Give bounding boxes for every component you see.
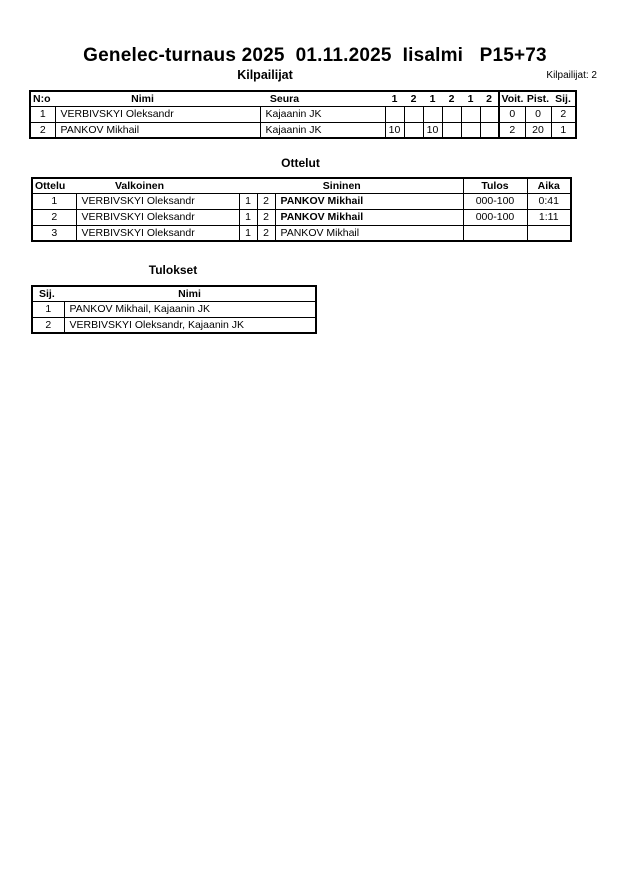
col-header-name xyxy=(55,91,260,106)
col-header-place: Sij. xyxy=(551,91,576,106)
col-header-white xyxy=(76,178,239,193)
col-header-spacer xyxy=(257,178,275,193)
participant-name: PANKOV Mikhail xyxy=(55,122,260,138)
col-header-place: Sij. xyxy=(32,286,64,301)
score-cell xyxy=(480,122,499,138)
col-header-blue-label: Sininen xyxy=(322,179,361,192)
col-header-no: N:o xyxy=(30,91,55,106)
white-competitor-number: 1 xyxy=(239,209,257,225)
result-place: 2 xyxy=(32,317,64,333)
white-competitor-name: VERBIVSKYI Oleksandr xyxy=(76,209,239,225)
col-header-wins: Voit. xyxy=(499,91,525,106)
result-name: PANKOV Mikhail, Kajaanin JK xyxy=(64,301,316,317)
result-name: VERBIVSKYI Oleksandr, Kajaanin JK xyxy=(64,317,316,333)
participant-row xyxy=(30,122,576,138)
match-row xyxy=(32,225,571,241)
place-cell: 1 xyxy=(551,122,576,138)
participant-club: Kajaanin JK xyxy=(260,106,385,122)
place-cell: 2 xyxy=(551,106,576,122)
score-cell xyxy=(480,106,499,122)
participant-number: 2 xyxy=(30,122,55,138)
col-header-result: Tulos xyxy=(463,178,527,193)
score-cell xyxy=(461,106,480,122)
wins-cell: 2 xyxy=(499,122,525,138)
match-result: 000-100 xyxy=(463,193,527,209)
match-number: 1 xyxy=(32,193,76,209)
points-cell: 20 xyxy=(525,122,551,138)
matches-heading: Ottelut xyxy=(281,156,320,170)
match-result: 000-100 xyxy=(463,209,527,225)
blue-competitor-number: 2 xyxy=(257,209,275,225)
match-time xyxy=(527,225,571,241)
blue-competitor-name: PANKOV Mikhail xyxy=(275,225,463,241)
match-row xyxy=(32,193,571,209)
col-header-round-3: 1 xyxy=(423,91,442,106)
blue-competitor-name: PANKOV Mikhail xyxy=(275,209,463,225)
col-header-match: Ottelu xyxy=(32,178,76,193)
score-cell xyxy=(404,106,423,122)
col-header-spacer xyxy=(239,178,257,193)
col-header-name-label: Nimi xyxy=(131,92,154,105)
score-cell: 10 xyxy=(385,122,404,138)
col-header-round-1: 1 xyxy=(385,91,404,106)
col-header-round-4: 2 xyxy=(442,91,461,106)
col-header-time: Aika xyxy=(527,178,571,193)
col-header-round-5: 1 xyxy=(461,91,480,106)
competitors-heading: Kilpailijat xyxy=(237,68,293,82)
matches-header-row xyxy=(32,178,571,193)
participant-name: VERBIVSKYI Oleksandr xyxy=(55,106,260,122)
participant-club: Kajaanin JK xyxy=(260,122,385,138)
page-title: Genelec-turnaus 2025 01.11.2025 Iisalmi P15+73 xyxy=(83,45,547,66)
col-header-round-2: 2 xyxy=(404,91,423,106)
points-cell: 0 xyxy=(525,106,551,122)
col-header-blue xyxy=(275,178,463,193)
col-header-white-label: Valkoinen xyxy=(114,179,165,192)
results-heading: Tulokset xyxy=(148,263,198,277)
match-time: 1:11 xyxy=(527,209,571,225)
score-cell xyxy=(385,106,404,122)
white-competitor-number: 1 xyxy=(239,225,257,241)
score-cell xyxy=(461,122,480,138)
col-header-club xyxy=(260,91,385,106)
participants-header-row xyxy=(30,91,576,106)
col-header-round-6: 2 xyxy=(480,91,499,106)
score-cell: 10 xyxy=(423,122,442,138)
score-cell xyxy=(442,122,461,138)
white-competitor-name: VERBIVSKYI Oleksandr xyxy=(76,193,239,209)
white-competitor-number: 1 xyxy=(239,193,257,209)
score-cell xyxy=(442,106,461,122)
blue-competitor-number: 2 xyxy=(257,193,275,209)
blue-competitor-name: PANKOV Mikhail xyxy=(275,193,463,209)
matches-table xyxy=(31,177,572,242)
col-header-name: Nimi xyxy=(64,286,316,301)
match-number: 3 xyxy=(32,225,76,241)
score-cell xyxy=(404,122,423,138)
match-result xyxy=(463,225,527,241)
participant-row xyxy=(30,106,576,122)
results-header-row xyxy=(32,286,316,301)
white-competitor-name: VERBIVSKYI Oleksandr xyxy=(76,225,239,241)
match-time: 0:41 xyxy=(527,193,571,209)
col-header-points: Pist. xyxy=(526,92,550,105)
result-row xyxy=(32,301,316,317)
col-header-club-label: Seura xyxy=(269,92,300,105)
score-cell xyxy=(423,106,442,122)
wins-cell: 0 xyxy=(499,106,525,122)
results-table xyxy=(31,285,317,334)
result-place: 1 xyxy=(32,301,64,317)
match-number: 2 xyxy=(32,209,76,225)
participants-table xyxy=(29,90,577,139)
competitors-count-label: Kilpailijat: 2 xyxy=(546,70,597,81)
match-row xyxy=(32,209,571,225)
blue-competitor-number: 2 xyxy=(257,225,275,241)
participant-number: 1 xyxy=(30,106,55,122)
result-row xyxy=(32,317,316,333)
